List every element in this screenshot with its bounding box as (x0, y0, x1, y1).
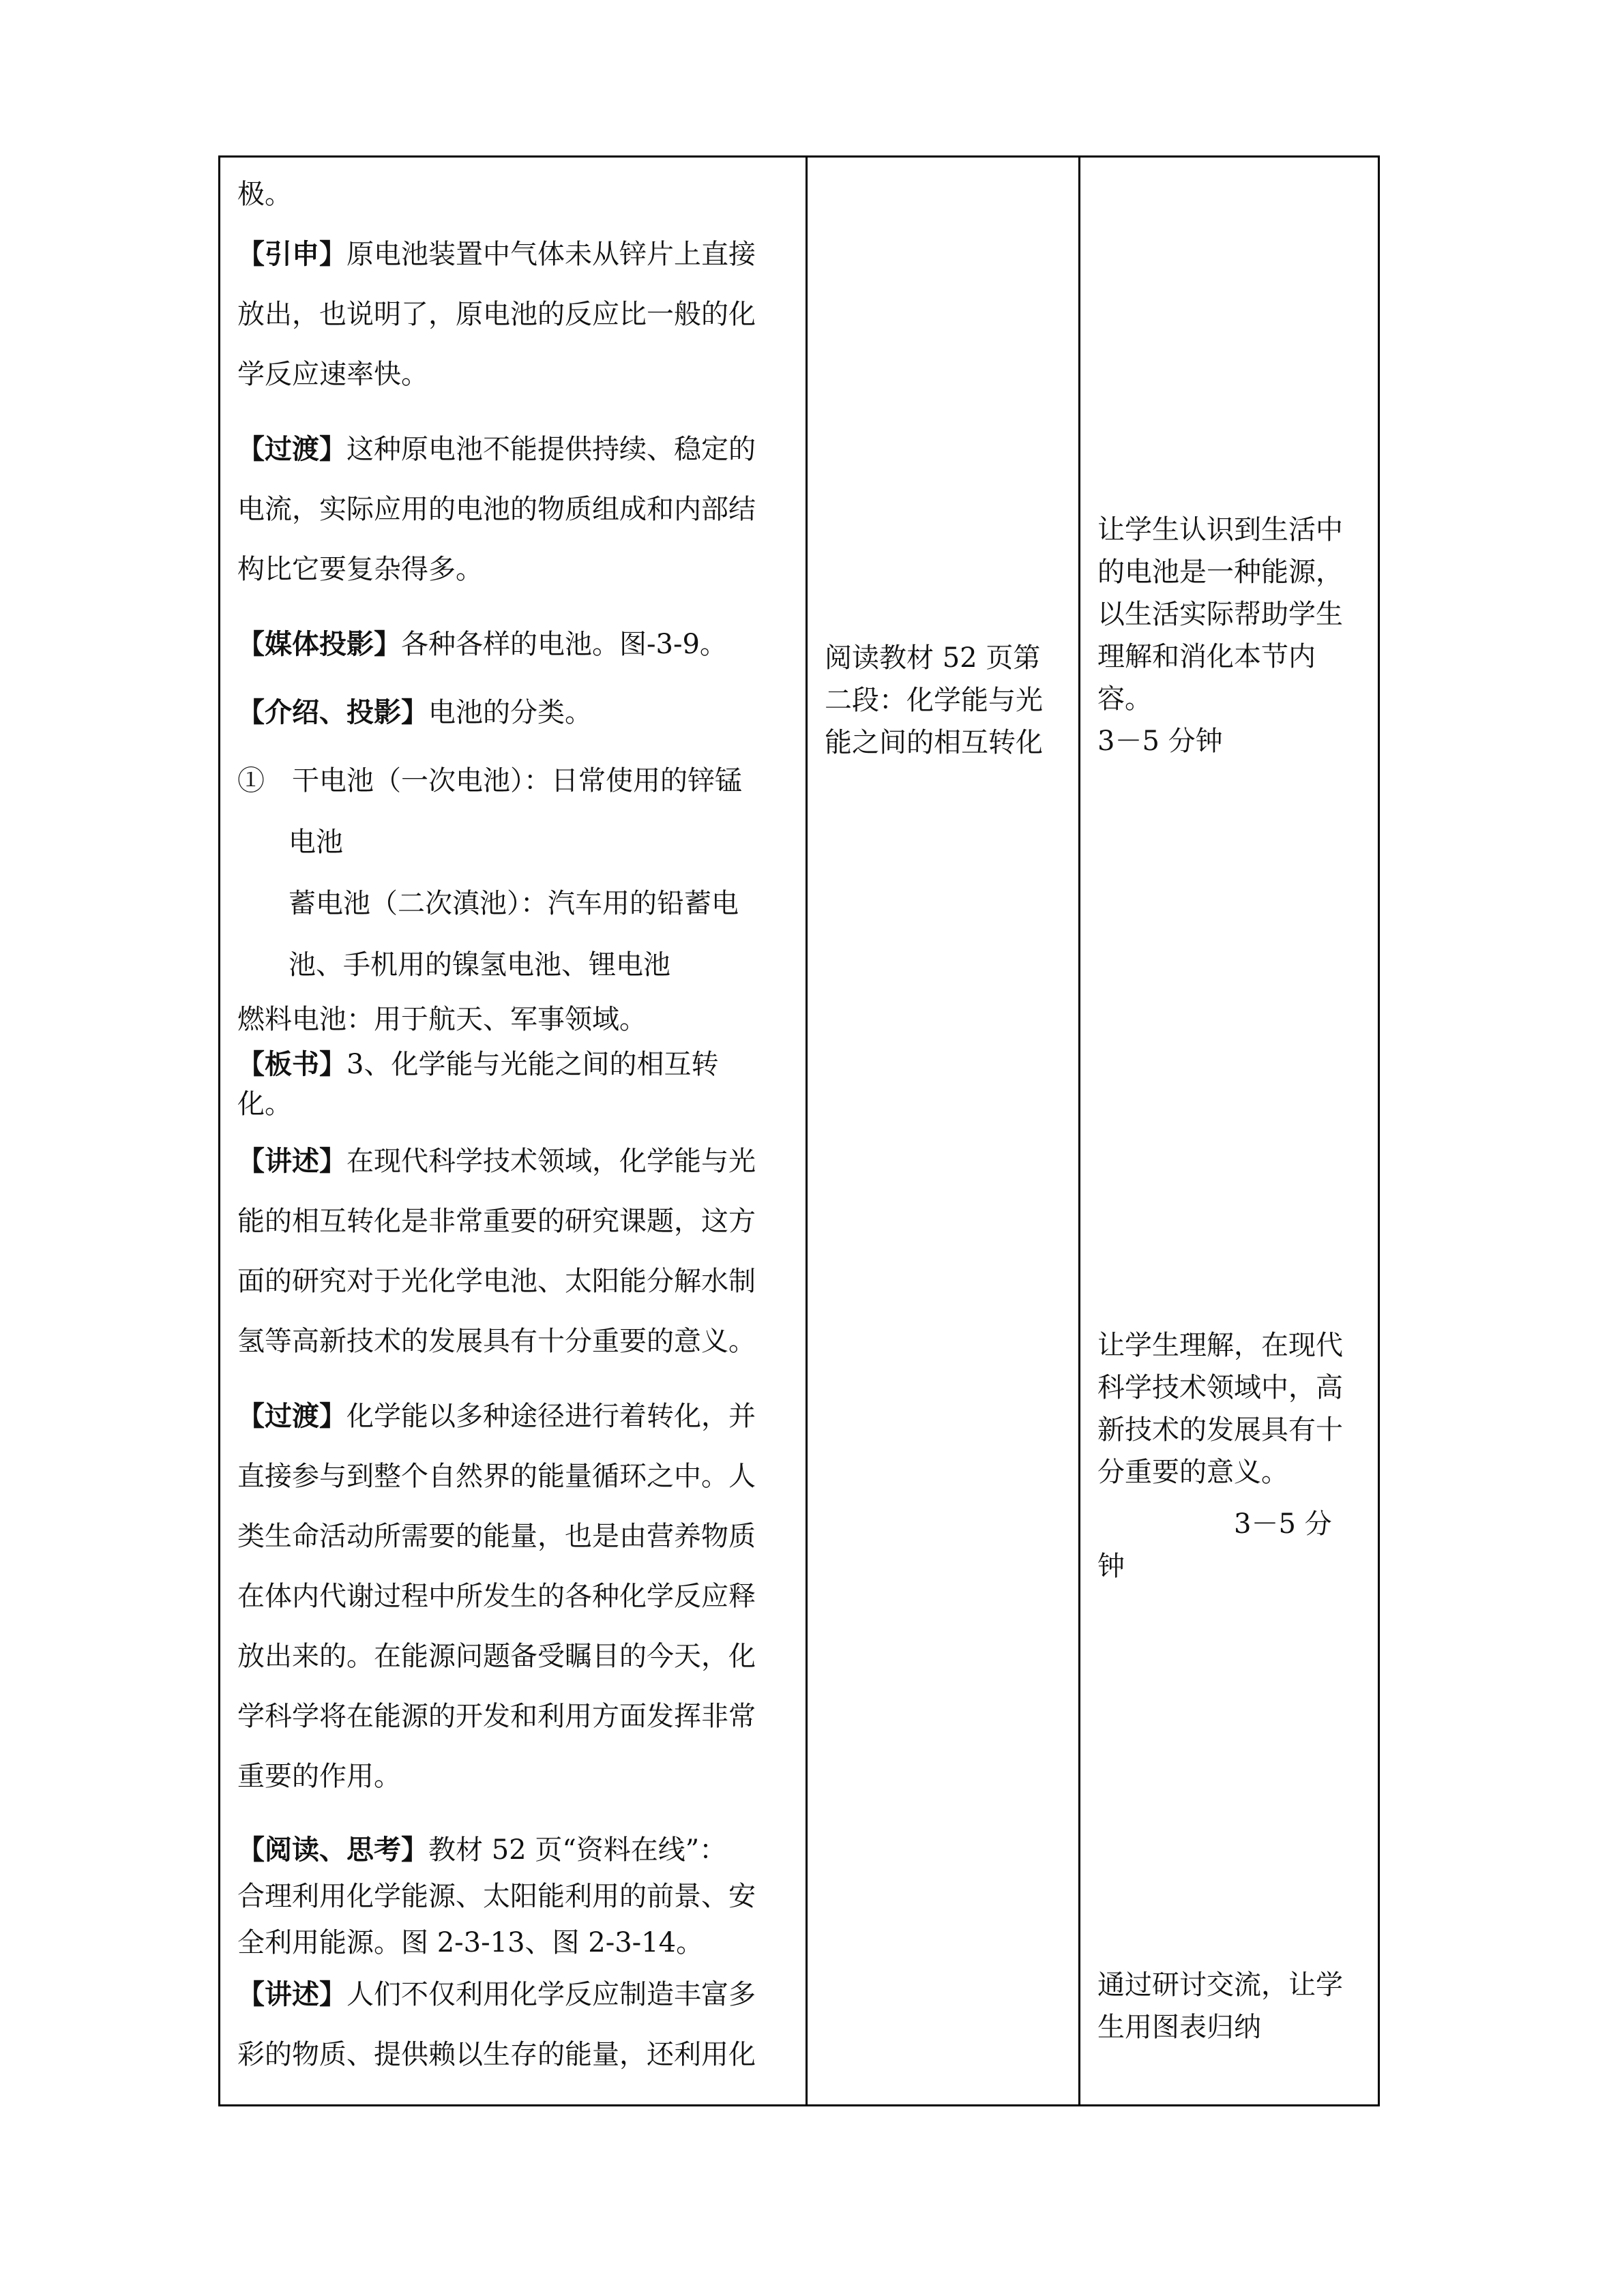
line-text: 能之间的相互转化 (825, 727, 1043, 758)
line-text: 彩的物质、提供赖以生存的能量，还利用化 (237, 2039, 756, 2070)
section-label: 【介绍、投影】 (237, 696, 428, 728)
col3-text-line (1097, 598, 1343, 631)
col3-text-line (1097, 1329, 1343, 1362)
line-text: 3－5 分 (1234, 1508, 1332, 1540)
col2-text-line (825, 684, 1043, 717)
col1-text-line (237, 1834, 726, 1866)
line-text: 这种原电池不能提供持续、稳定的 (346, 434, 756, 465)
line-text: 3、化学能与光能之间的相互转 (346, 1049, 719, 1080)
col2-text-line (825, 642, 1040, 674)
line-text: 阅读教材 52 页第 (825, 642, 1041, 674)
col2-text-line (825, 726, 1043, 759)
line-text: 二段：化学能与光 (825, 685, 1043, 716)
section-label: 【讲述】 (237, 1978, 346, 2010)
section-label: 【板书】 (237, 1048, 346, 1080)
col3-text-line (1097, 725, 1223, 758)
line-text: 以生活实际帮助学生 (1097, 599, 1343, 630)
section-label: 【媒体投影】 (237, 628, 401, 660)
column-divider (1078, 158, 1080, 2104)
line-text: 重要的作用。 (237, 1761, 401, 1792)
column-divider (806, 158, 808, 2104)
line-text: 面的研究对于光化学电池、太阳能分解水制 (237, 1266, 756, 1297)
col3-text-line (1097, 513, 1343, 546)
col1-text-line (237, 1145, 756, 1178)
col3-text-line (1097, 556, 1343, 588)
col1-text-line (237, 1640, 756, 1673)
section-label: 【阅读、思考】 (237, 1834, 428, 1866)
line-text: 原电池装置中气体未从锌片上直接 (346, 239, 756, 270)
line-text: 电池 (289, 826, 343, 858)
col1-text-line (237, 628, 727, 661)
col1-text-line (289, 949, 670, 981)
col1-text-line (237, 764, 742, 797)
col1-text-line (237, 1580, 756, 1613)
lesson-plan-table (218, 155, 1380, 2106)
line-text: 让学生理解，在现代 (1097, 1330, 1343, 1361)
col1-text-line (237, 178, 292, 211)
col1-text-line (237, 493, 756, 526)
col1-text-line (237, 1978, 756, 2011)
col3-text-line (1097, 2011, 1261, 2044)
section-label: 【过渡】 (237, 433, 346, 465)
section-label: 【引申】 (237, 238, 346, 270)
line-text: 分重要的意义。 (1097, 1457, 1288, 1488)
col1-text-line (237, 1048, 718, 1081)
line-text: 3－5 分钟 (1097, 726, 1223, 757)
line-text: ① 干电池（一次电池）：日常使用的锌锰 (237, 765, 742, 796)
line-text: 放出，也说明了，原电池的反应比一般的化 (237, 299, 756, 330)
col1-text-line (237, 238, 756, 271)
line-text: 人们不仅利用化学反应制造丰富多 (346, 1979, 756, 2010)
col1-text-line (237, 1325, 756, 1358)
line-text: 电流，实际应用的电池的物质组成和内部结 (237, 494, 756, 525)
line-text: 蓄电池（二次滇池）：汽车用的铅蓄电 (289, 888, 739, 919)
line-text: 极。 (237, 179, 292, 210)
col1-text-line (237, 1880, 756, 1913)
line-text: 放出来的。在能源问题备受瞩目的今天，化 (237, 1641, 756, 1672)
line-text: 通过研讨交流，让学 (1097, 1969, 1343, 2001)
col1-text-line (237, 433, 756, 466)
line-text: 在体内代谢过程中所发生的各种化学反应释 (237, 1581, 756, 1612)
col1-text-line (237, 1700, 756, 1733)
col1-text-line (237, 1460, 756, 1493)
section-label: 【过渡】 (237, 1400, 346, 1432)
line-text: 能的相互转化是非常重要的研究课题，这方 (237, 1206, 756, 1237)
line-text: 在现代科学技术领域，化学能与光 (346, 1146, 756, 1177)
col3-text-line (1097, 683, 1152, 715)
line-text: 科学技术领域中，高 (1097, 1372, 1343, 1403)
col3-text-line (1097, 1371, 1343, 1404)
line-text: 钟 (1097, 1551, 1125, 1582)
line-text: 各种各样的电池。图-3-9。 (401, 629, 727, 660)
col3-text-line (1097, 1969, 1343, 2001)
line-text: 氢等高新技术的发展具有十分重要的意义。 (237, 1326, 756, 1357)
line-text: 的电池是一种能源， (1097, 556, 1343, 588)
line-text: 电池的分类。 (428, 697, 592, 728)
col1-text-line (237, 1205, 756, 1238)
col3-text-line (1234, 1508, 1332, 1540)
col1-text-line (237, 1926, 703, 1959)
col1-text-line (237, 1088, 292, 1120)
line-text: 化学能以多种途径进行着转化，并 (346, 1401, 756, 1432)
col1-text-line (237, 696, 592, 729)
col1-text-line (237, 298, 756, 331)
line-text: 直接参与到整个自然界的能量循环之中。人 (237, 1461, 756, 1492)
line-text: 全利用能源。图 2-3-13、图 2-3-14。 (237, 1927, 704, 1958)
col1-text-line (237, 1265, 756, 1298)
section-label: 【讲述】 (237, 1145, 346, 1177)
line-text: 燃料电池：用于航天、军事领域。 (237, 1004, 647, 1035)
col3-text-line (1097, 1550, 1125, 1583)
line-text: 类生命活动所需要的能量，也是由营养物质 (237, 1521, 756, 1552)
col1-text-line (237, 2038, 756, 2071)
line-text: 理解和消化本节内 (1097, 641, 1316, 672)
line-text: 教材 52 页“资料在线”： (428, 1834, 727, 1866)
col1-text-line (237, 553, 483, 586)
line-text: 构比它要复杂得多。 (237, 554, 483, 585)
col3-text-line (1097, 640, 1316, 673)
col1-text-line (237, 1520, 756, 1553)
line-text: 化。 (237, 1088, 292, 1120)
col1-text-line (289, 887, 739, 920)
line-text: 容。 (1097, 683, 1152, 715)
col1-text-line (237, 1760, 401, 1793)
col3-text-line (1097, 1456, 1288, 1489)
line-text: 合理利用化学能源、太阳能利用的前景、安 (237, 1881, 756, 1912)
line-text: 池、手机用的镍氢电池、锂电池 (289, 949, 670, 981)
line-text: 学反应速率快。 (237, 359, 428, 390)
line-text: 让学生认识到生活中 (1097, 514, 1343, 546)
col1-text-line (237, 1003, 647, 1036)
col3-text-line (1097, 1414, 1343, 1446)
line-text: 生用图表归纳 (1097, 2012, 1261, 2043)
col1-text-line (237, 358, 428, 391)
col1-text-line (289, 826, 343, 859)
line-text: 学科学将在能源的开发和利用方面发挥非常 (237, 1701, 756, 1732)
line-text: 新技术的发展具有十 (1097, 1414, 1343, 1446)
col1-text-line (237, 1400, 756, 1433)
